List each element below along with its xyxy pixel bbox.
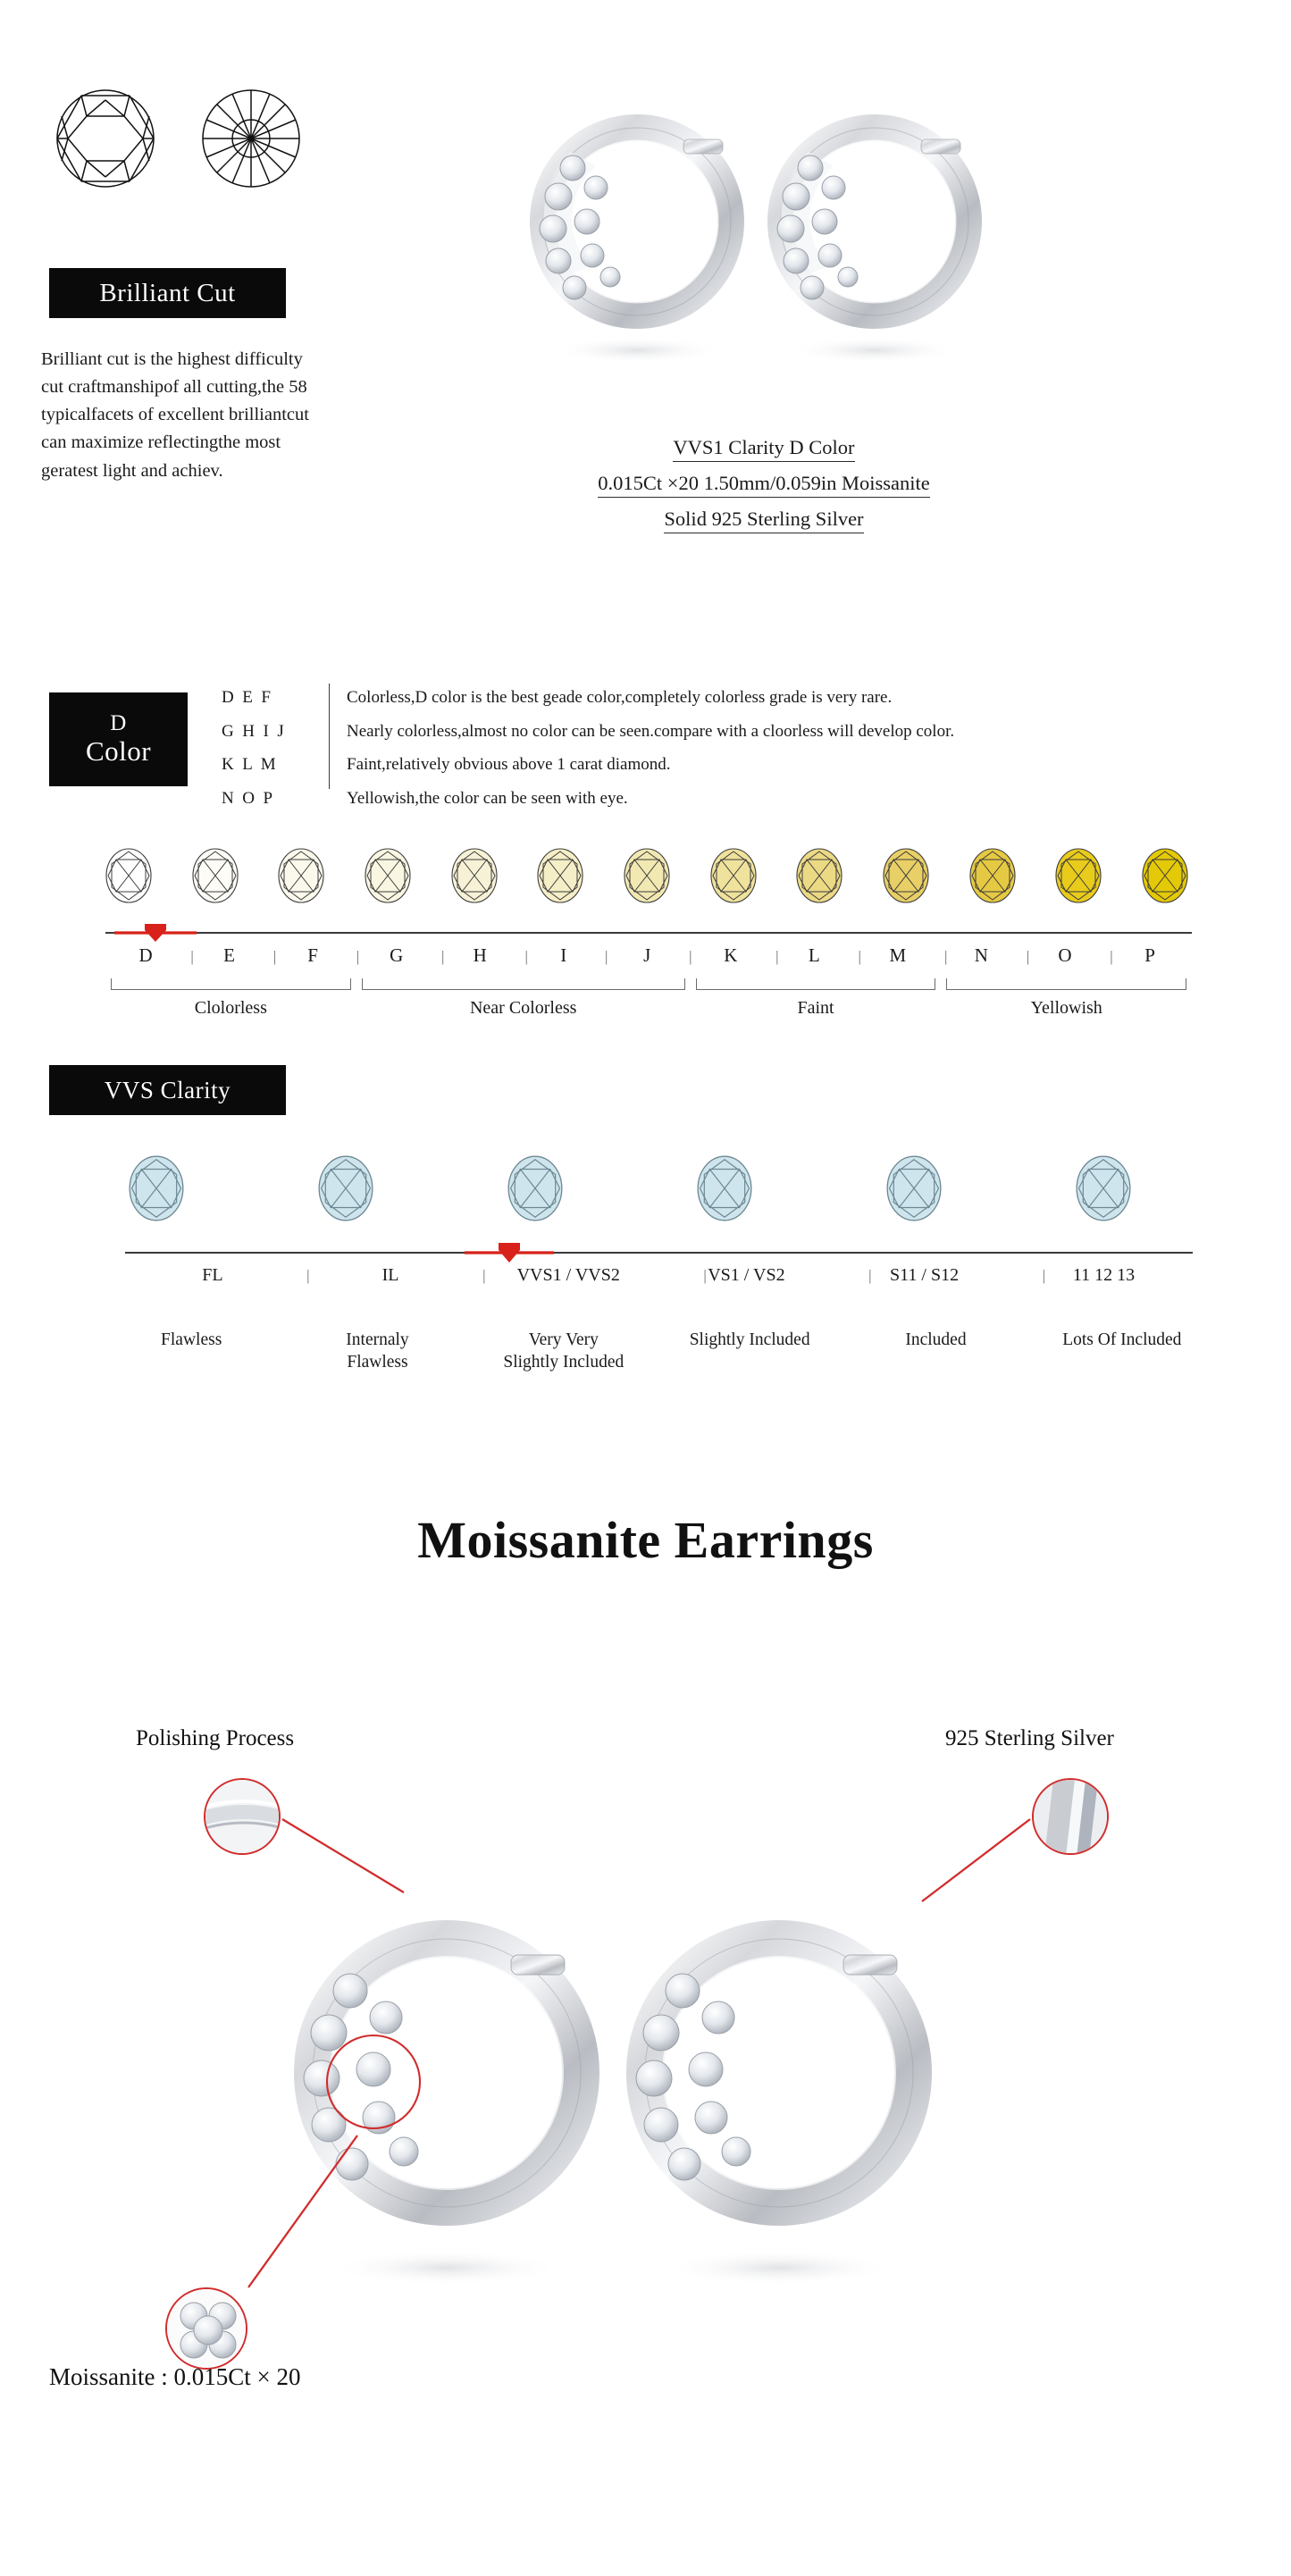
color-group-label: Yellowish (1030, 998, 1102, 1018)
vvs-clarity-heading-label: VVS Clarity (104, 1076, 231, 1103)
clarity-scale-description: Slightly Included (689, 1330, 810, 1349)
brilliant-cut-heading-label: Brilliant Cut (99, 278, 236, 307)
color-group-label: Near Colorless (469, 998, 577, 1018)
color-scale-letter: M | (889, 944, 948, 966)
clarity-scale-label: VS1 / VS2 | (708, 1264, 872, 1285)
color-grade-description-row: Nearly colorless,almost no color can be seen.compare with a cloorless will develop color. (347, 721, 955, 741)
color-grade-letters-row: K L M (222, 755, 279, 775)
color-scale-letter: G | (390, 944, 445, 966)
color-group-label: Clolorless (194, 998, 267, 1018)
bottom-caption: Moissanite : 0.015Ct × 20 (49, 2363, 301, 2390)
d-color-badge-label: Color (85, 735, 152, 768)
color-grade-letters-row: D E F (222, 688, 273, 707)
color-scale-letter: H | (473, 944, 528, 966)
clarity-scale-description: Included (905, 1330, 967, 1349)
color-grade-description-row: Colorless,D color is the best geade color,completely colorless grade is very rare. (347, 688, 893, 707)
color-scale-letter: D | (138, 944, 194, 966)
color-grade-description-row: Faint,relatively obvious above 1 carat diamond. (347, 755, 671, 775)
color-grade-letters-row: N O P (222, 788, 275, 808)
color-scale-letter: E | (223, 944, 277, 966)
callout-label-polishing: Polishing Process (136, 1726, 295, 1750)
color-scale-letter: N | (974, 944, 1030, 966)
color-scale-letter: O | (1058, 944, 1113, 966)
hero-spec-line-3: Solid 925 Sterling Silver (496, 508, 1032, 531)
color-scale-letter: F | (307, 944, 360, 966)
callout-label-silver: 925 Sterling Silver (945, 1726, 1114, 1750)
color-grade-letters-row: G H I J (222, 721, 287, 741)
color-scale-letter: P (1144, 944, 1155, 966)
clarity-scale-label: FL | (202, 1264, 310, 1285)
color-grade-description-row: Yellowish,the color can be seen with eye. (347, 788, 628, 808)
clarity-scale-label: VVS1 / VVS2 | (516, 1264, 707, 1285)
color-group-label: Faint (797, 998, 834, 1018)
color-scale-letter: L | (808, 944, 861, 966)
color-scale-letter: K | (724, 944, 779, 966)
brilliant-cut-description: Brilliant cut is the highest difficulty cut craftmanshipof all cutting,the 58 typicalfacets of excellent brilliantcut can maximize reflectingthe most geratest light and achiev. (41, 349, 309, 481)
hero-spec-line-2: 0.015Ct ×20 1.50mm/0.059in Moissanite (496, 472, 1032, 495)
clarity-scale-description: Internaly Flawless (346, 1330, 409, 1372)
clarity-scale-label: 11 12 13 (1072, 1264, 1136, 1285)
clarity-scale-description: Flawless (161, 1330, 222, 1349)
color-scale-letter: J | (643, 944, 692, 966)
clarity-scale-description: Lots Of Included (1062, 1330, 1182, 1349)
page-title: Moissanite Earrings (417, 1511, 874, 1569)
clarity-scale-label: S11 / S12 | (890, 1264, 1046, 1285)
clarity-scale-description: Very Very Slightly Included (503, 1330, 625, 1372)
color-scale-letter: I | (560, 944, 608, 966)
d-color-badge-letter: D (110, 711, 127, 736)
hero-spec-line-1: VVS1 Clarity D Color (496, 436, 1032, 459)
clarity-scale-label: IL | (381, 1264, 486, 1285)
